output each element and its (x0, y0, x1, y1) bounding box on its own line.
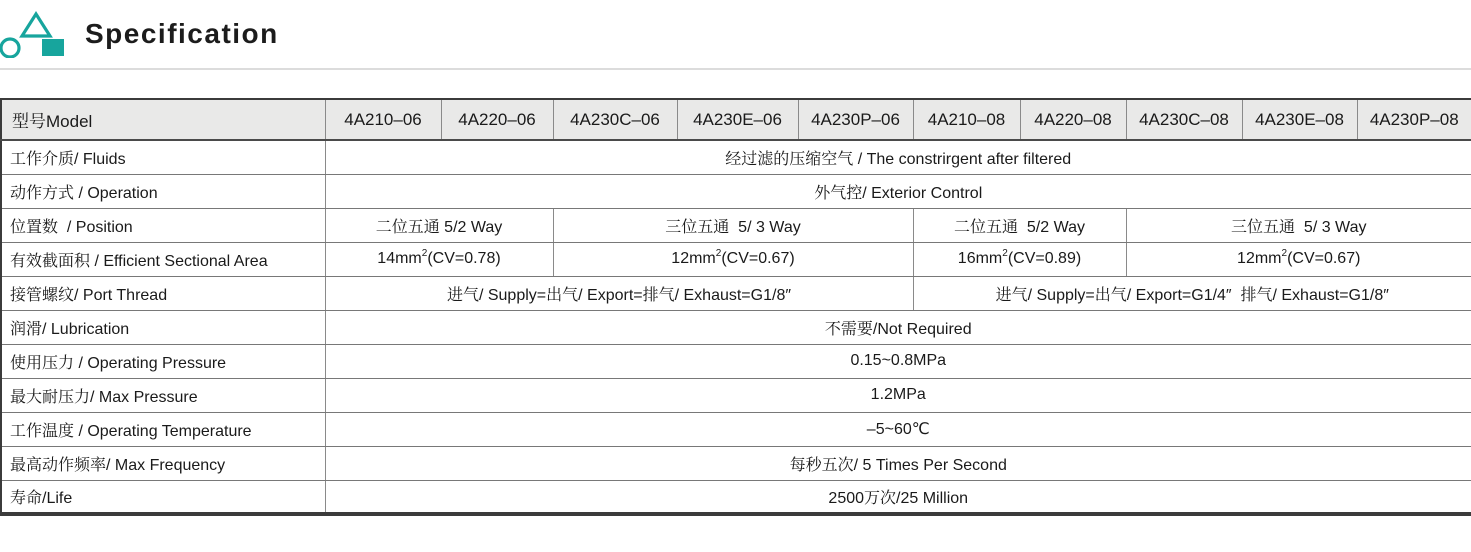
lubrication-label: 润滑/ Lubrication (1, 310, 325, 344)
sectional-area-value (325, 242, 553, 276)
table-row-life (1, 480, 1471, 514)
sectional-area-value (553, 242, 913, 276)
max-pressure-label: 最大耐压力/ Max Pressure (1, 378, 325, 412)
table-row-operating-temperature (1, 412, 1471, 446)
table-row-max-frequency (1, 446, 1471, 480)
table-row-operation (1, 174, 1471, 208)
operating-pressure-value: 0.15~0.8MPa (325, 344, 1471, 378)
value-text: (CV=0.67) (1287, 250, 1361, 267)
specification-table (0, 98, 1471, 516)
value-text: 14mm (377, 250, 422, 267)
life-value: 2500万次/25 Million (325, 480, 1471, 514)
triangle-shape (22, 14, 50, 36)
table-row-fluids (1, 140, 1471, 174)
superscript: 2 (1002, 248, 1008, 259)
table-row-position (1, 208, 1471, 242)
life-label: 寿命/Life (1, 480, 325, 514)
max-frequency-label: 最高动作频率/ Max Frequency (1, 446, 325, 480)
model-header-cell: 4A220–06 (441, 99, 553, 140)
operation-label: 动作方式 / Operation (1, 174, 325, 208)
table-row-sectional-area (1, 242, 1471, 276)
position-value: 三位五通 5/ 3 Way (1126, 208, 1471, 242)
max-frequency-value: 每秒五次/ 5 Times Per Second (325, 446, 1471, 480)
fluids-value: 经过滤的压缩空气 / The constrirgent after filtered (325, 140, 1471, 174)
model-header-label: 型号Model (1, 99, 325, 140)
max-pressure-value: 1.2MPa (325, 378, 1471, 412)
model-header-cell: 4A230P–06 (798, 99, 913, 140)
port-thread-value: 进气/ Supply=出气/ Export=排气/ Exhaust=G1/8″ (325, 276, 913, 310)
circle-shape (1, 39, 19, 57)
operating-temperature-value: –5~60℃ (325, 412, 1471, 446)
value-text: (CV=0.89) (1007, 250, 1082, 267)
model-header-cell: 4A210–06 (325, 99, 441, 140)
port-thread-label: 接管螺纹/ Port Thread (1, 276, 325, 310)
operating-pressure-label: 使用压力 / Operating Pressure (1, 344, 325, 378)
port-thread-value: 进气/ Supply=出气/ Export=G1/4″ 排气/ Exhaust=G1/8″ (913, 276, 1471, 310)
fluids-label: 工作介质/ Fluids (1, 140, 325, 174)
operating-temperature-label: 工作温度 / Operating Temperature (1, 412, 325, 446)
geometric-shapes-icon (0, 10, 70, 58)
position-value: 二位五通 5/2 Way (913, 208, 1126, 242)
superscript: 2 (715, 248, 722, 259)
model-header-cell: 4A230C–06 (553, 99, 677, 140)
superscript: 2 (1281, 248, 1288, 259)
sectional-area-value (1126, 242, 1471, 276)
table-row-operating-pressure (1, 344, 1471, 378)
position-label: 位置数 / Position (1, 208, 325, 242)
value-text: (CV=0.78) (427, 250, 501, 267)
value-text: 12mm (1237, 250, 1282, 267)
model-header-cell: 4A210–08 (913, 99, 1020, 140)
page-header (2, 8, 279, 60)
table-row-models (1, 99, 1471, 140)
position-value: 三位五通 5/ 3 Way (553, 208, 913, 242)
page-title: Specification (85, 18, 279, 49)
lubrication-value: 不需要/Not Required (325, 310, 1471, 344)
table-row-port-thread (1, 276, 1471, 310)
table-row-max-pressure (1, 378, 1471, 412)
value-text: 12mm (671, 250, 716, 267)
sectional-area-value (913, 242, 1126, 276)
sectional-area-label: 有效截面积 / Efficient Sectional Area (1, 242, 325, 276)
header-divider-line (0, 68, 1471, 70)
value-text: 16mm (957, 250, 1003, 267)
model-header-cell: 4A230E–06 (677, 99, 798, 140)
operation-value: 外气控/ Exterior Control (325, 174, 1471, 208)
table-row-lubrication (1, 310, 1471, 344)
position-value: 二位五通 5/2 Way (325, 208, 553, 242)
square-shape (42, 39, 64, 56)
model-header-cell: 4A230E–08 (1242, 99, 1357, 140)
model-header-cell: 4A220–08 (1020, 99, 1126, 140)
model-header-cell: 4A230P–08 (1357, 99, 1471, 140)
superscript: 2 (421, 248, 428, 259)
model-header-cell: 4A230C–08 (1126, 99, 1242, 140)
value-text: (CV=0.67) (721, 250, 795, 267)
